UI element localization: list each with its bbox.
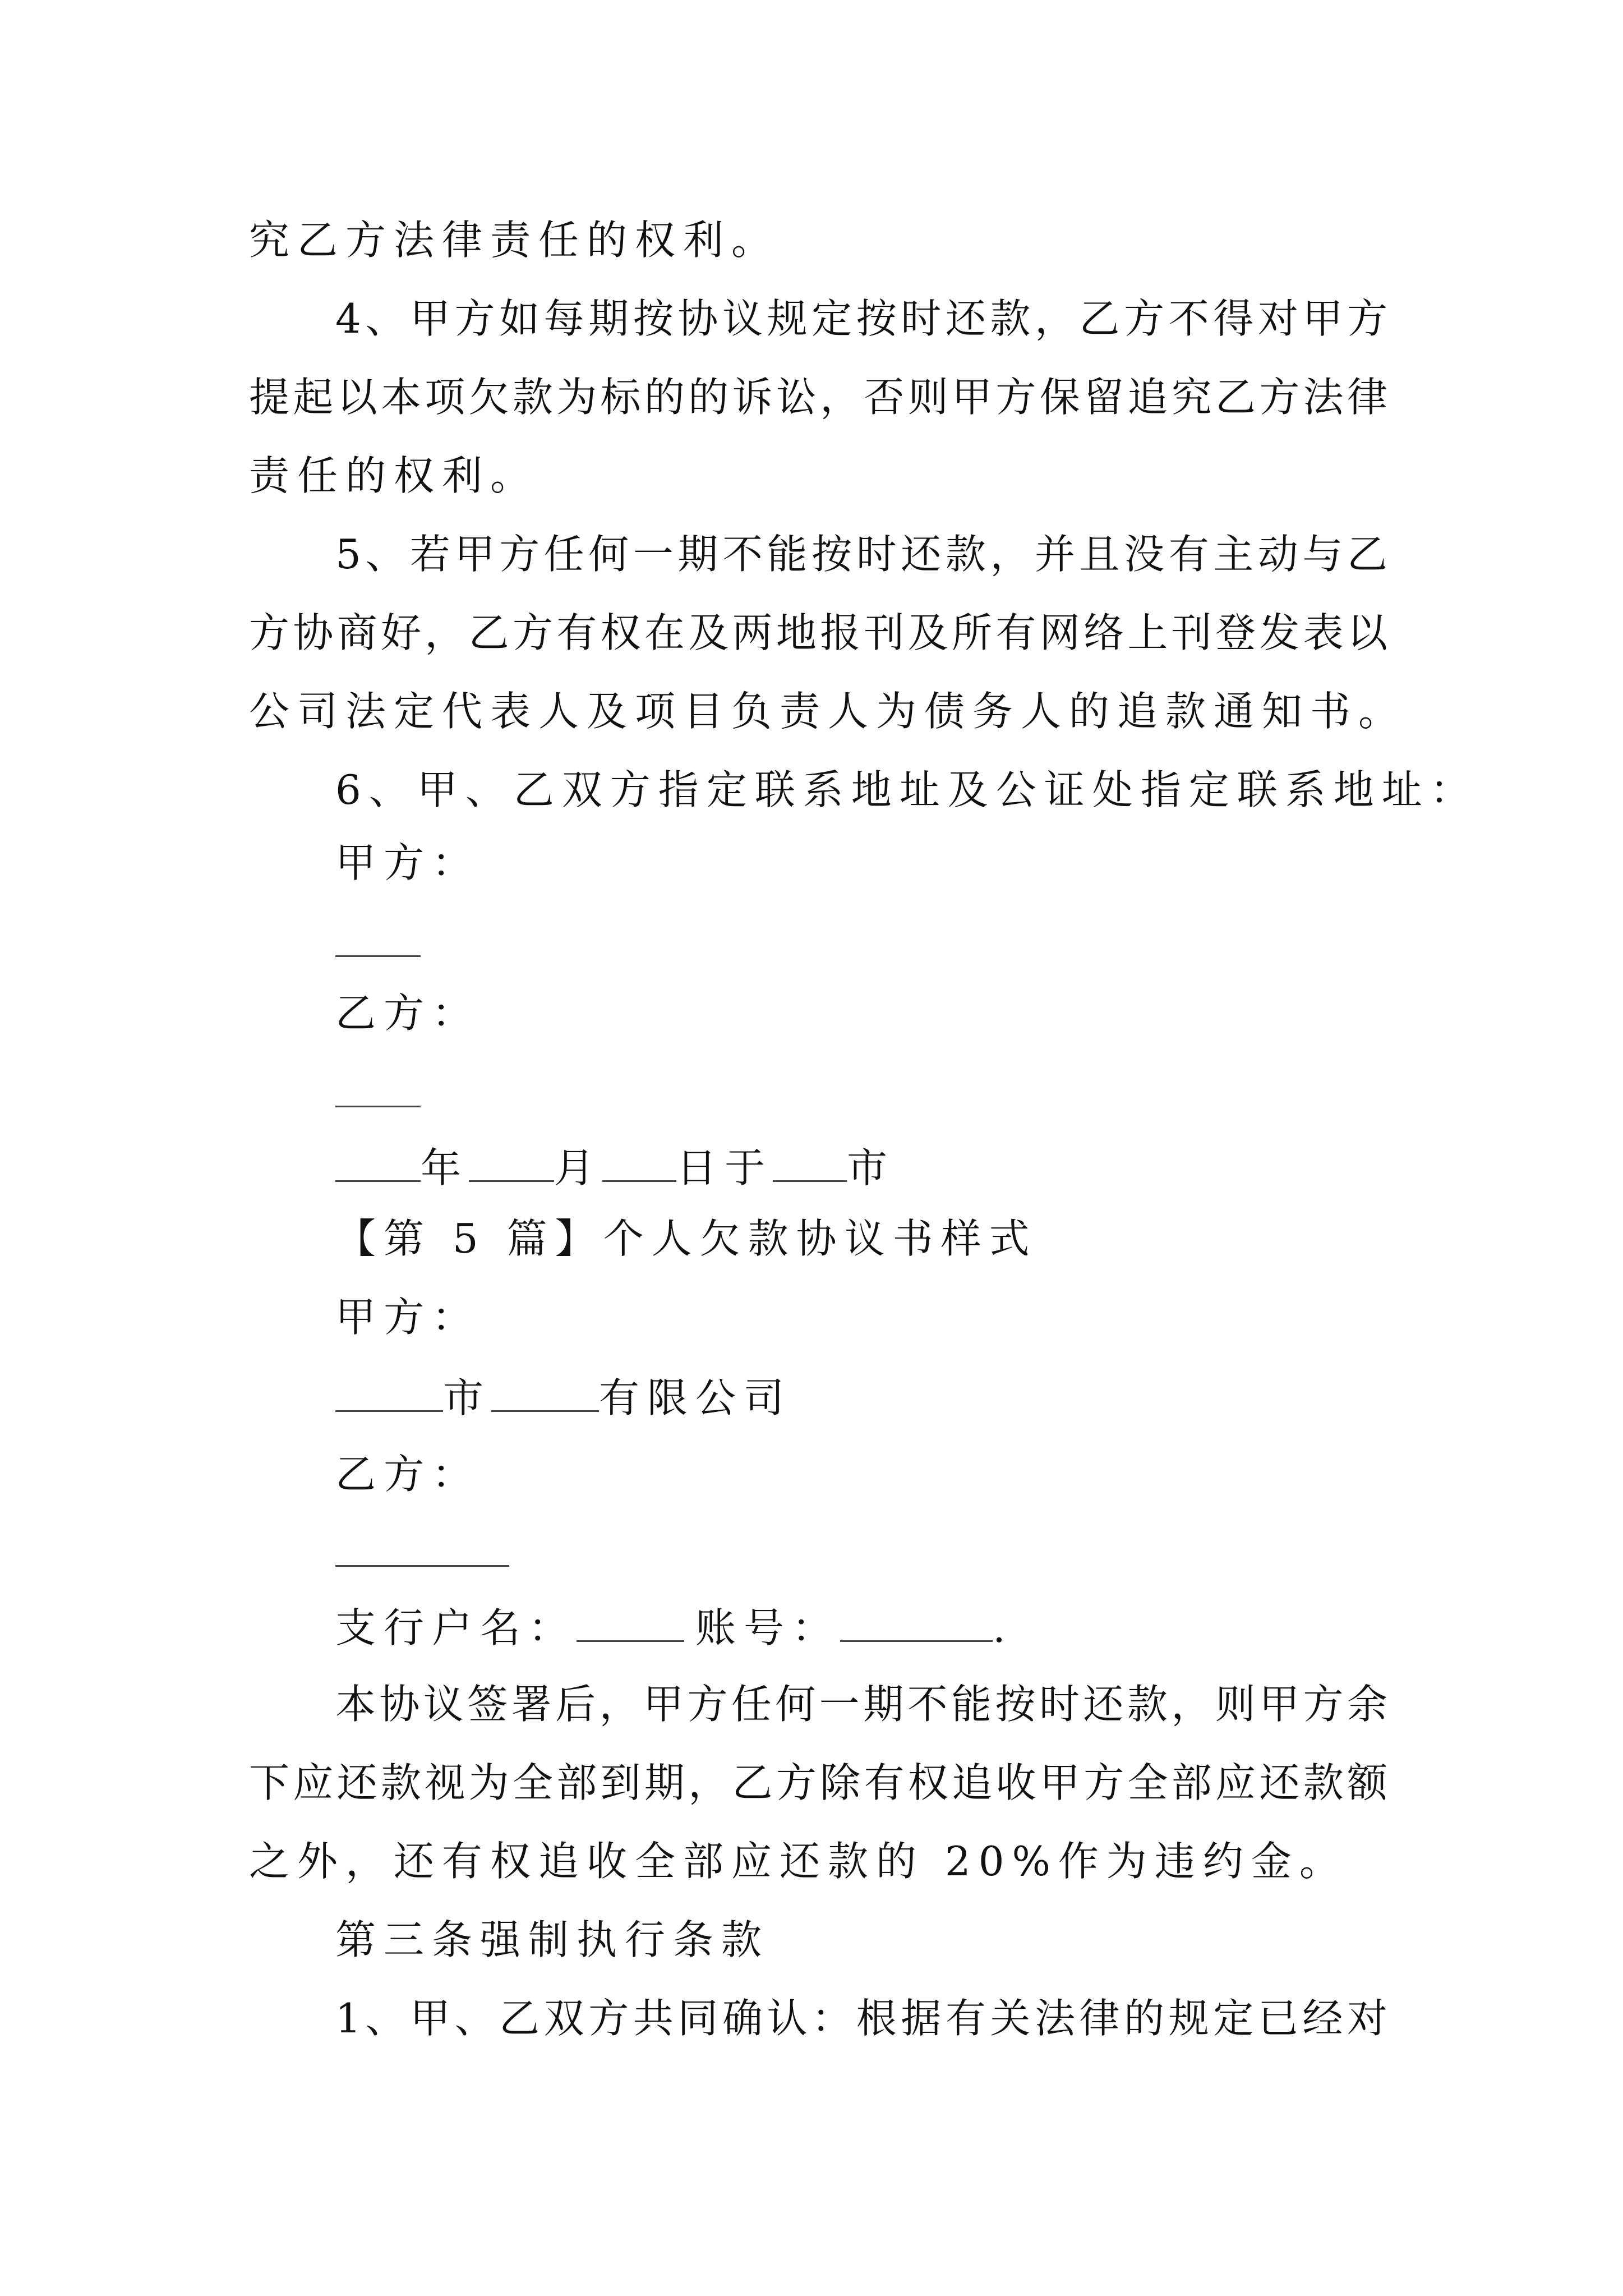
day-blank [602, 1145, 676, 1182]
s5-party-a-label: 甲方： [335, 1294, 481, 1341]
clause-4-line-1: 4、甲方如每期按协议规定按时还款，乙方不得对甲方 [335, 295, 1387, 342]
clause-5-line-2: 方协商好，乙方有权在及两地报刊及所有网络上刊登发表以 [249, 609, 1387, 656]
year-blank [335, 1145, 421, 1182]
breach-clause-line-3: 之外，还有权追收全部应还款的 20%作为违约金。 [249, 1838, 1348, 1885]
party-a-blank [335, 955, 421, 957]
paragraph-continuation: 究乙方法律责任的权利。 [249, 217, 780, 264]
city-label: 市 [847, 1144, 896, 1191]
breach-clause-line-2: 下应还款视为全部到期，乙方除有权追收甲方全部应还款额 [249, 1759, 1387, 1806]
month-label: 月 [554, 1144, 603, 1191]
article-3-title: 第三条强制执行条款 [335, 1916, 770, 1963]
day-label: 日于 [676, 1144, 773, 1191]
section-title: 【第 5 篇】个人欠款协议书样式 [335, 1215, 1038, 1262]
article-3-line-1: 1、甲、乙双方共同确认：根据有关法律的规定已经对 [335, 1995, 1387, 2042]
s5-party-b-label: 乙方： [335, 1451, 481, 1498]
bank-name-label: 支行户名： [335, 1604, 577, 1651]
clause-6-line-1: 6、甲、乙双方指定联系地址及公证处指定联系地址： [335, 766, 1478, 813]
account-end: . [993, 1604, 1006, 1651]
clause-4-line-3: 责任的权利。 [249, 452, 539, 499]
bank-account-line [335, 1604, 1006, 1651]
s5-company-line [335, 1374, 792, 1421]
clause-5-line-3: 公司法定代表人及项目负责人为债务人的追款通知书。 [249, 688, 1407, 735]
month-blank [469, 1145, 554, 1182]
party-b-label: 乙方： [335, 990, 481, 1037]
year-label: 年 [421, 1144, 469, 1191]
account-blank [840, 1605, 993, 1642]
party-b-blank [335, 1106, 421, 1107]
account-label: 账号： [695, 1604, 841, 1651]
s5-company-label: 有限公司 [599, 1374, 792, 1421]
party-a-label: 甲方： [335, 839, 481, 886]
s5-party-b-blank [335, 1565, 509, 1567]
city-blank [773, 1145, 847, 1182]
s5-city-label: 市 [443, 1374, 492, 1421]
s5-company-blank [491, 1375, 599, 1412]
breach-clause-line-1: 本协议签署后，甲方任何一期不能按时还款，则甲方余 [335, 1681, 1387, 1728]
date-line [335, 1144, 896, 1191]
bank-name-blank [577, 1605, 684, 1642]
clause-4-line-2: 提起以本项欠款为标的的诉讼，否则甲方保留追究乙方法律 [249, 374, 1387, 421]
s5-city-blank [335, 1375, 443, 1412]
clause-5-line-1: 5、若甲方任何一期不能按时还款，并且没有主动与乙 [335, 531, 1387, 578]
